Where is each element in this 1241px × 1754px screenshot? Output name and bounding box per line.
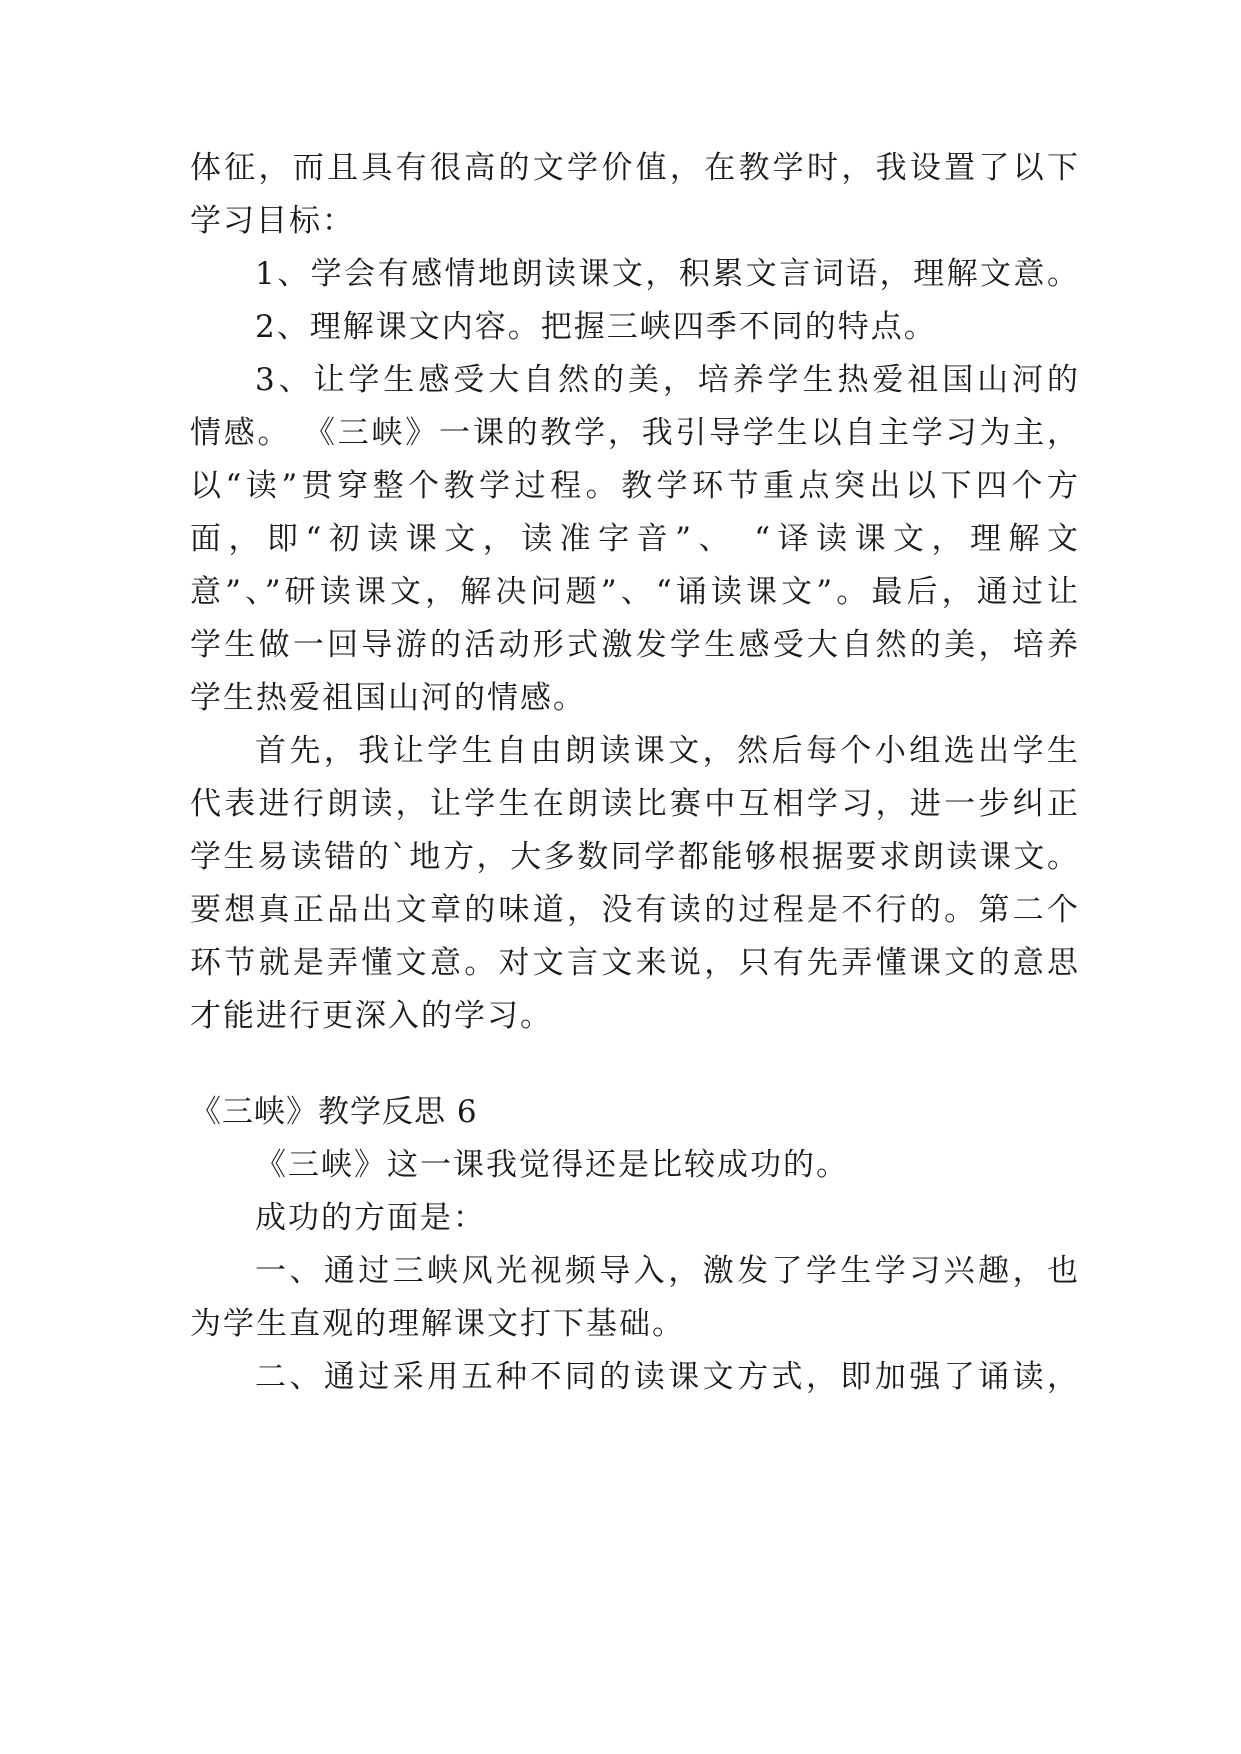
paragraph-line: 为学生直观的理解课文打下基础。 [190, 1306, 685, 1342]
paragraph-line: 首先，我让学生自由朗读课文，然后每个小组选出学生 [255, 733, 1080, 769]
paragraph-line: 学生热爱祖国山河的情感。 [190, 680, 586, 716]
paragraph-line: 代表进行朗读，让学生在朗读比赛中互相学习，进一步纠正 [190, 786, 1080, 822]
paragraph-line: 体征，而且具有很高的文学价值，在教学时，我设置了以下 [190, 150, 1080, 186]
paragraph-line: 以“读”贯穿整个教学过程。教学环节重点突出以下四个方 [190, 468, 1080, 504]
goal-item-2: 2、理解课文内容。把握三峡四季不同的特点。 [255, 309, 937, 345]
goal-item-3: 3、让学生感受大自然的美，培养学生热爱祖国山河的 [255, 362, 1080, 398]
paragraph-line: 《三峡》这一课我觉得还是比较成功的。 [255, 1147, 849, 1183]
section-heading: 《三峡》教学反思 6 [190, 1094, 478, 1130]
paragraph-line: 学习目标： [190, 203, 355, 239]
paragraph-line: 情感。 《三峡》一课的教学，我引导学生以自主学习为主， [190, 415, 1080, 451]
paragraph-line: 学生易读错的`地方，大多数同学都能够根据要求朗读课文。 [190, 839, 1080, 875]
paragraph-line: 意”、”研读课文，解决问题”、“诵读课文”。最后，通过让 [190, 574, 1080, 610]
paragraph-line: 环节就是弄懂文意。对文言文来说，只有先弄懂课文的意思 [190, 945, 1080, 981]
paragraph-line: 学生做一回导游的活动形式激发学生感受大自然的美，培养 [190, 627, 1080, 663]
paragraph-line: 面，即“初读课文，读准字音”、 “译读课文，理解文 [190, 521, 1080, 557]
paragraph-line: 二、通过采用五种不同的读课文方式，即加强了诵读， [255, 1359, 1080, 1395]
paragraph-line: 成功的方面是： [255, 1200, 486, 1236]
paragraph-line: 才能进行更深入的学习。 [190, 998, 553, 1034]
paragraph-line: 要想真正品出文章的味道，没有读的过程是不行的。第二个 [190, 892, 1080, 928]
paragraph-line: 一、通过三峡风光视频导入，激发了学生学习兴趣，也 [255, 1253, 1080, 1289]
goal-item-1: 1、学会有感情地朗读课文，积累文言词语，理解文意。 [255, 256, 1080, 292]
